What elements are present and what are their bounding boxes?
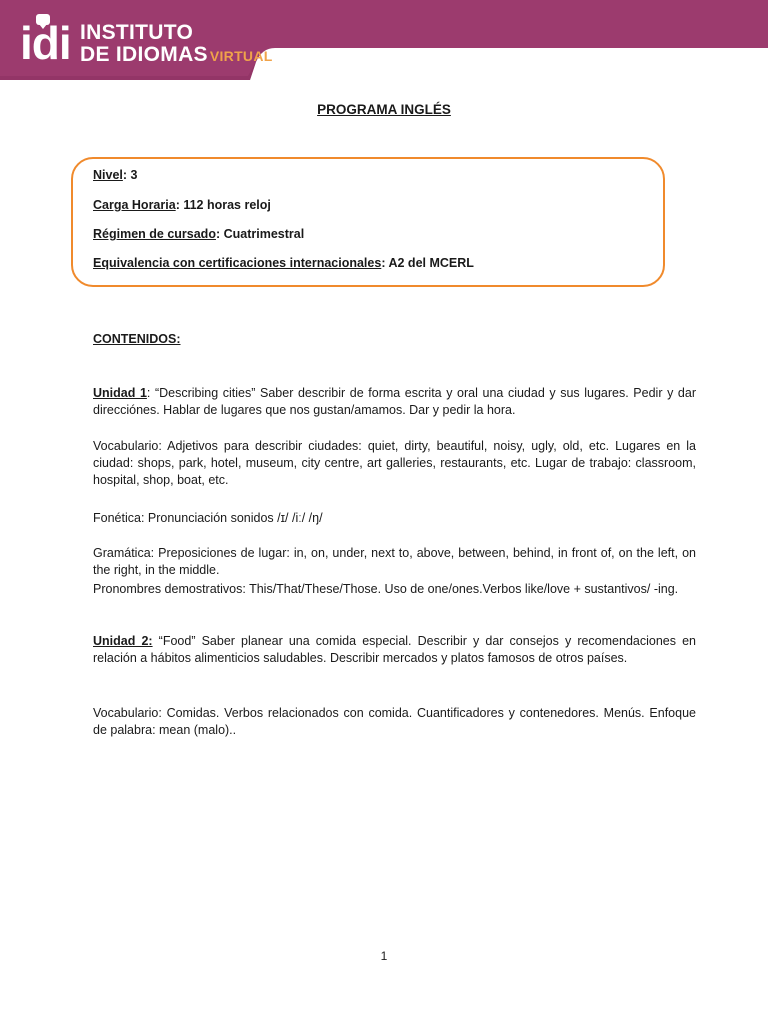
vocabulario1-paragraph: Vocabulario: Adjetivos para describir ciudades: quiet, dirty, beautiful, noisy, ugly, old, etc. Lugares en la ciudad: shops, park, hotel, museum, city centre, art galleries, restaurants, etc. Lugar de trabajo: classroom, hospital, shop, boat, etc.: [93, 439, 696, 487]
fonetica-paragraph: Fonética: Pronunciación sonidos /ɪ/ /iː/ /ŋ/: [93, 511, 323, 525]
nivel-label: Nivel: [93, 168, 123, 182]
unidad1-paragraph: [93, 385, 696, 419]
header-banner: [0, 0, 768, 80]
logo-line-instituto: INSTITUTO: [80, 21, 194, 44]
equivalencia-value: : A2 del MCERL: [381, 256, 474, 270]
logo-line-idiomas: [80, 44, 273, 67]
unidad2-label: Unidad 2:: [93, 634, 153, 648]
unidad1-text: : “Describing cities” Saber describir de forma escrita y oral una ciudad y sus lugares. Pedir y dar direcciónes. Hablar de lugares que nos gustan/amamos. Dar y pedir la hora.: [93, 386, 696, 417]
carga-value: : 112 horas reloj: [175, 198, 271, 212]
unidad1-label: Unidad 1: [93, 386, 147, 400]
nivel-value: : 3: [122, 168, 138, 182]
vocabulario2-paragraph: Vocabulario: Comidas. Verbos relacionados con comida. Cuantificadores y contenedores. Menús. Enfoque de palabra: mean (malo)..: [93, 706, 696, 737]
unidad2-paragraph: [93, 633, 696, 667]
logo-virtual-text: VIRTUAL: [209, 48, 273, 64]
contenidos-heading: CONTENIDOS:: [93, 332, 181, 346]
nivel-line: [93, 168, 137, 182]
pronombres-paragraph: Pronombres demostrativos: This/That/These/Those. Uso de one/ones.Verbos like/love + sustantivos/ -ing.: [93, 582, 679, 596]
equivalencia-line: [93, 256, 474, 270]
page-number: 1: [380, 949, 388, 963]
equivalencia-label: Equivalencia con certificaciones internacionales: [93, 256, 382, 270]
page-title: PROGRAMA INGLÉS: [317, 102, 451, 117]
logo-idiomas-text: DE IDIOMAS: [80, 43, 208, 66]
regimen-value: : Cuatrimestral: [215, 227, 305, 241]
gramatica-paragraph: Gramática: Preposiciones de lugar: in, on, under, next to, above, between, behind, in front of, on the left, on the right, in the middle.: [93, 546, 696, 577]
regimen-label: Régimen de cursado: [93, 227, 216, 241]
regimen-line: [93, 227, 304, 241]
carga-label: Carga Horaria: [93, 198, 176, 212]
unidad2-text: “Food” Saber planear una comida especial. Describir y dar consejos y recomendaciones en relación a hábitos alimenticios saludables. Describir mercados y platos famosos de otros países.: [93, 634, 696, 665]
carga-line: [93, 198, 271, 212]
logo-mark: idi: [20, 17, 71, 69]
